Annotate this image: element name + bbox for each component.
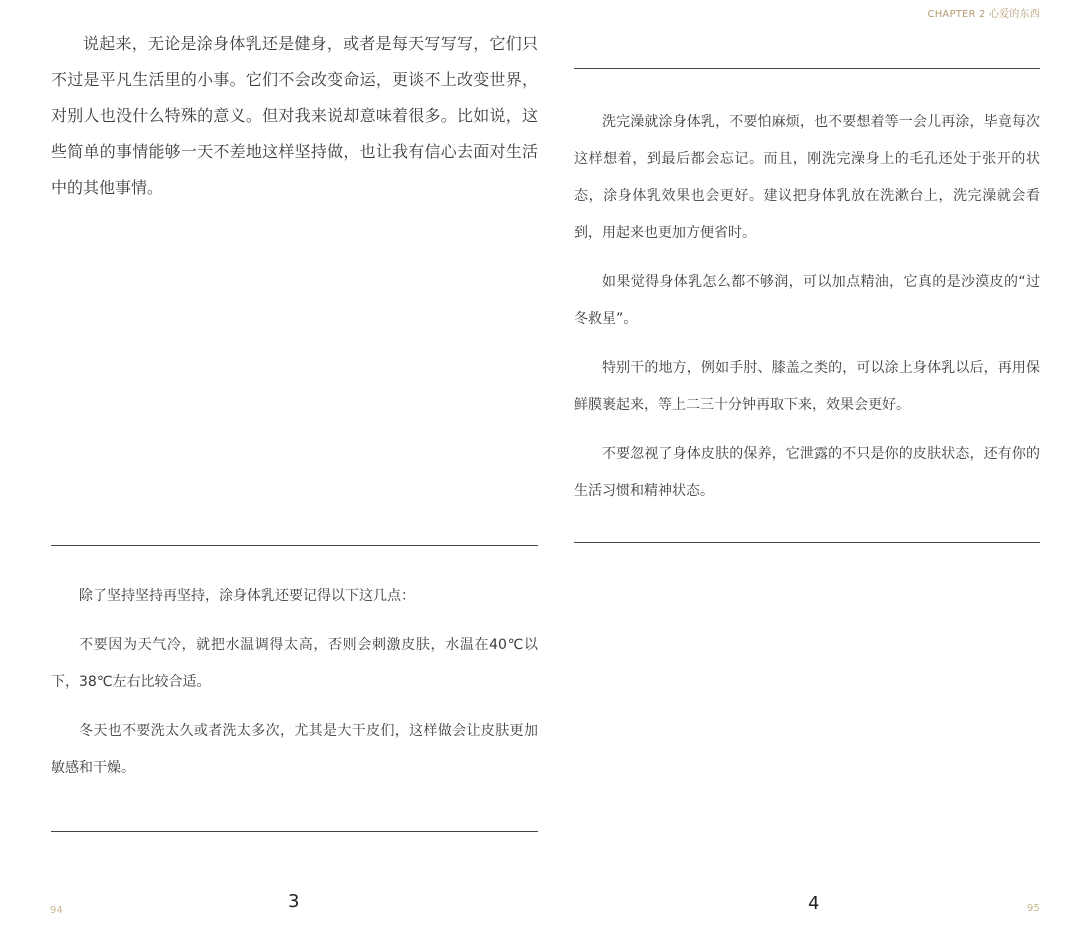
tips-block-left: [51, 578, 538, 787]
tip-wash-frequency: 冬天也不要洗太久或者洗太多次，尤其是大干皮们，这样做会让皮肤更加敏感和干燥。: [51, 723, 538, 776]
tip-essential-oil: 如果觉得身体乳怎么都不够润，可以加点精油，它真的是沙漠皮的“过冬救星”。: [574, 274, 1040, 327]
tips-intro-paragraph: 除了坚持坚持再坚持，涂身体乳还要记得以下这几点：: [79, 588, 415, 604]
section-divider-top-left: [51, 545, 538, 546]
section-divider-bottom-right: [574, 542, 1040, 543]
intro-paragraph: 说起来，无论是涂身体乳还是健身，或者是每天写写写，它们只不过是平凡生活里的小事。它们不会改变命运，更谈不上改变世界，对别人也没什么特殊的意义。但对我来说却意味着很多。比如说，这些简单的事情能够一天不差地这样坚持做，也让我有信心去面对生活中的其他事情。: [51, 34, 538, 197]
page-number-left: 3: [288, 891, 300, 912]
folio-left: 94: [50, 905, 63, 916]
tip-body-skin-care: 不要忽视了身体皮肤的保养，它泄露的不只是你的皮肤状态，还有你的生活习惯和精神状态。: [574, 446, 1040, 499]
section-divider-top-right: [574, 68, 1040, 69]
intro-text-block: [51, 26, 538, 206]
tip-apply-after-shower: 洗完澡就涂身体乳，不要怕麻烦，也不要想着等一会儿再涂，毕竟每次这样想着，到最后都会忘记。而且，刚洗完澡身上的毛孔还处于张开的状态，涂身体乳效果也会更好。建议把身体乳放在洗漱台上，洗完澡就会看到，用起来也更加方便省时。: [574, 114, 1040, 241]
page-number-right: 4: [808, 893, 820, 914]
right-page: [540, 0, 1080, 928]
tip-water-temperature: 不要因为天气冷，就把水温调得太高，否则会刺激皮肤，水温在40℃以下，38℃左右比较合适。: [51, 637, 538, 690]
tip-plastic-wrap: 特别干的地方，例如手肘、膝盖之类的，可以涂上身体乳以后，再用保鲜膜裹起来，等上二三十分钟再取下来，效果会更好。: [574, 360, 1040, 413]
tips-block-right: [574, 104, 1040, 510]
chapter-header: CHAPTER 2 心爱的东西: [927, 9, 1040, 20]
section-divider-bottom-left: [51, 831, 538, 832]
folio-right: 95: [1027, 903, 1040, 914]
